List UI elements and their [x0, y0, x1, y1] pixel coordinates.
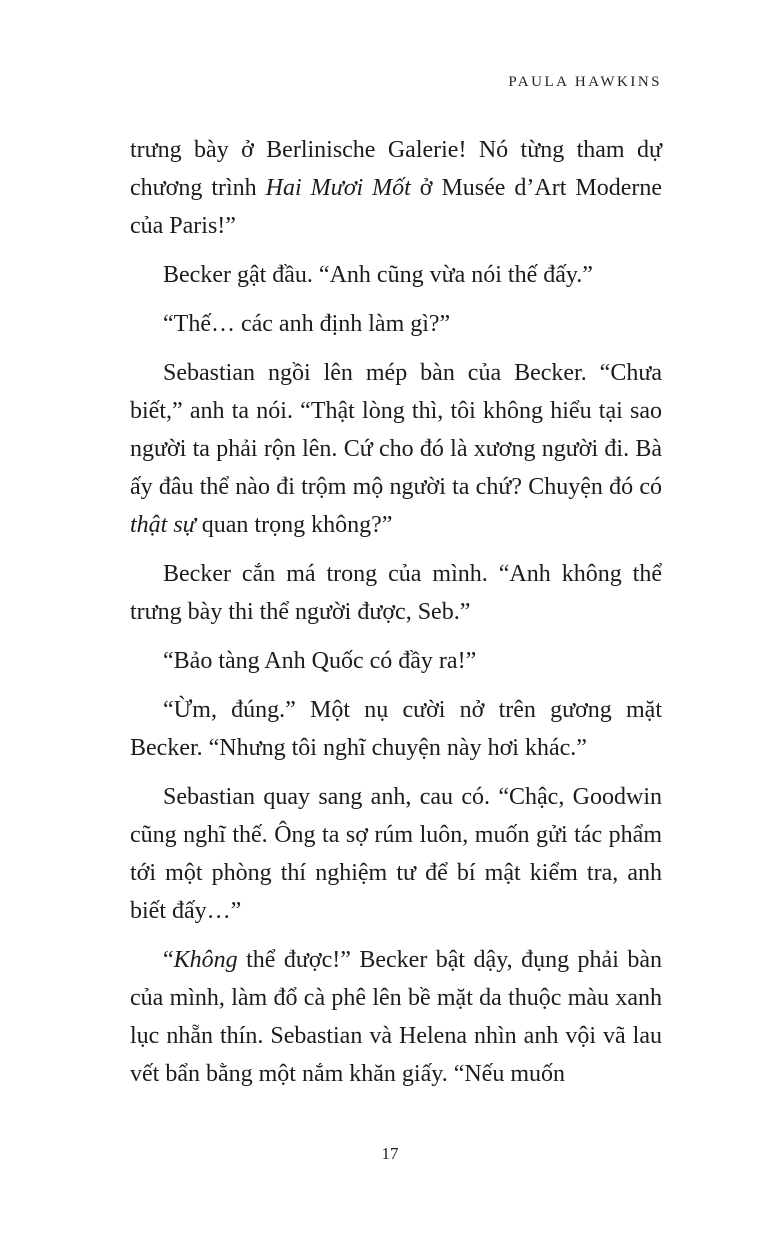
paragraph: [130, 354, 662, 544]
text-run: “Thế… các anh định làm gì?”: [163, 311, 451, 337]
text-run: “Bảo tàng Anh Quốc có đầy ra!”: [163, 648, 477, 674]
paragraph: [130, 691, 662, 767]
text-run: “Ừm, đúng.” Một nụ cười nở trên gương mặt Becker. “Nhưng tôi nghĩ chuyện này hơi khác.”: [130, 697, 662, 761]
text-run: “: [163, 947, 174, 973]
paragraph: [130, 305, 662, 343]
text-block: [130, 131, 662, 1104]
text-run: quan trọng không?”: [195, 512, 393, 538]
italic-text-run: Không: [173, 947, 238, 973]
running-head-author: PAULA HAWKINS: [508, 74, 662, 90]
page-number: 17: [381, 1144, 399, 1163]
text-run: ở Musée d’Art Moderne của Paris!”: [130, 175, 663, 239]
text-run: thể được!” Becker bật dậy, đụng phải bàn của mình, làm đổ cà phê lên bề mặt da thuộc màu xanh lục nhẵn thín. Sebastian và Helena nhìn anh vội vã lau vết bẩn bằng một nắm khăn giấy. “Nếu muốn: [130, 947, 662, 1087]
paragraph: [130, 778, 662, 930]
paragraph: [130, 642, 662, 680]
italic-text-run: thật sự: [130, 512, 196, 538]
text-run: Becker gật đầu. “Anh cũng vừa nói thế đấy.”: [163, 262, 593, 288]
paragraph: [130, 941, 662, 1093]
italic-text-run: Hai Mươi Mốt: [265, 175, 411, 201]
text-run: Sebastian quay sang anh, cau có. “Chậc, Goodwin cũng nghĩ thế. Ông ta sợ rúm luôn, muốn gửi tác phẩm tới một phòng thí nghiệm tư để bí mật kiểm tra, anh biết đấy…”: [130, 784, 662, 924]
paragraph: [130, 131, 662, 245]
text-run: Sebastian ngồi lên mép bàn của Becker. “Chưa biết,” anh ta nói. “Thật lòng thì, tôi không hiểu tại sao người ta phải rộn lên. Cứ cho đó là xương người đi. Bà ấy đâu thể nào đi trộm mộ người ta chứ? Chuyện đó có: [130, 360, 662, 500]
paragraph: [130, 256, 662, 294]
text-run: trưng bày ở Berlinische Galerie! Nó từng tham dự chương trình: [130, 137, 662, 201]
paragraph: [130, 555, 662, 631]
text-run: Becker cắn má trong của mình. “Anh không thể trưng bày thi thể người được, Seb.”: [130, 561, 662, 625]
